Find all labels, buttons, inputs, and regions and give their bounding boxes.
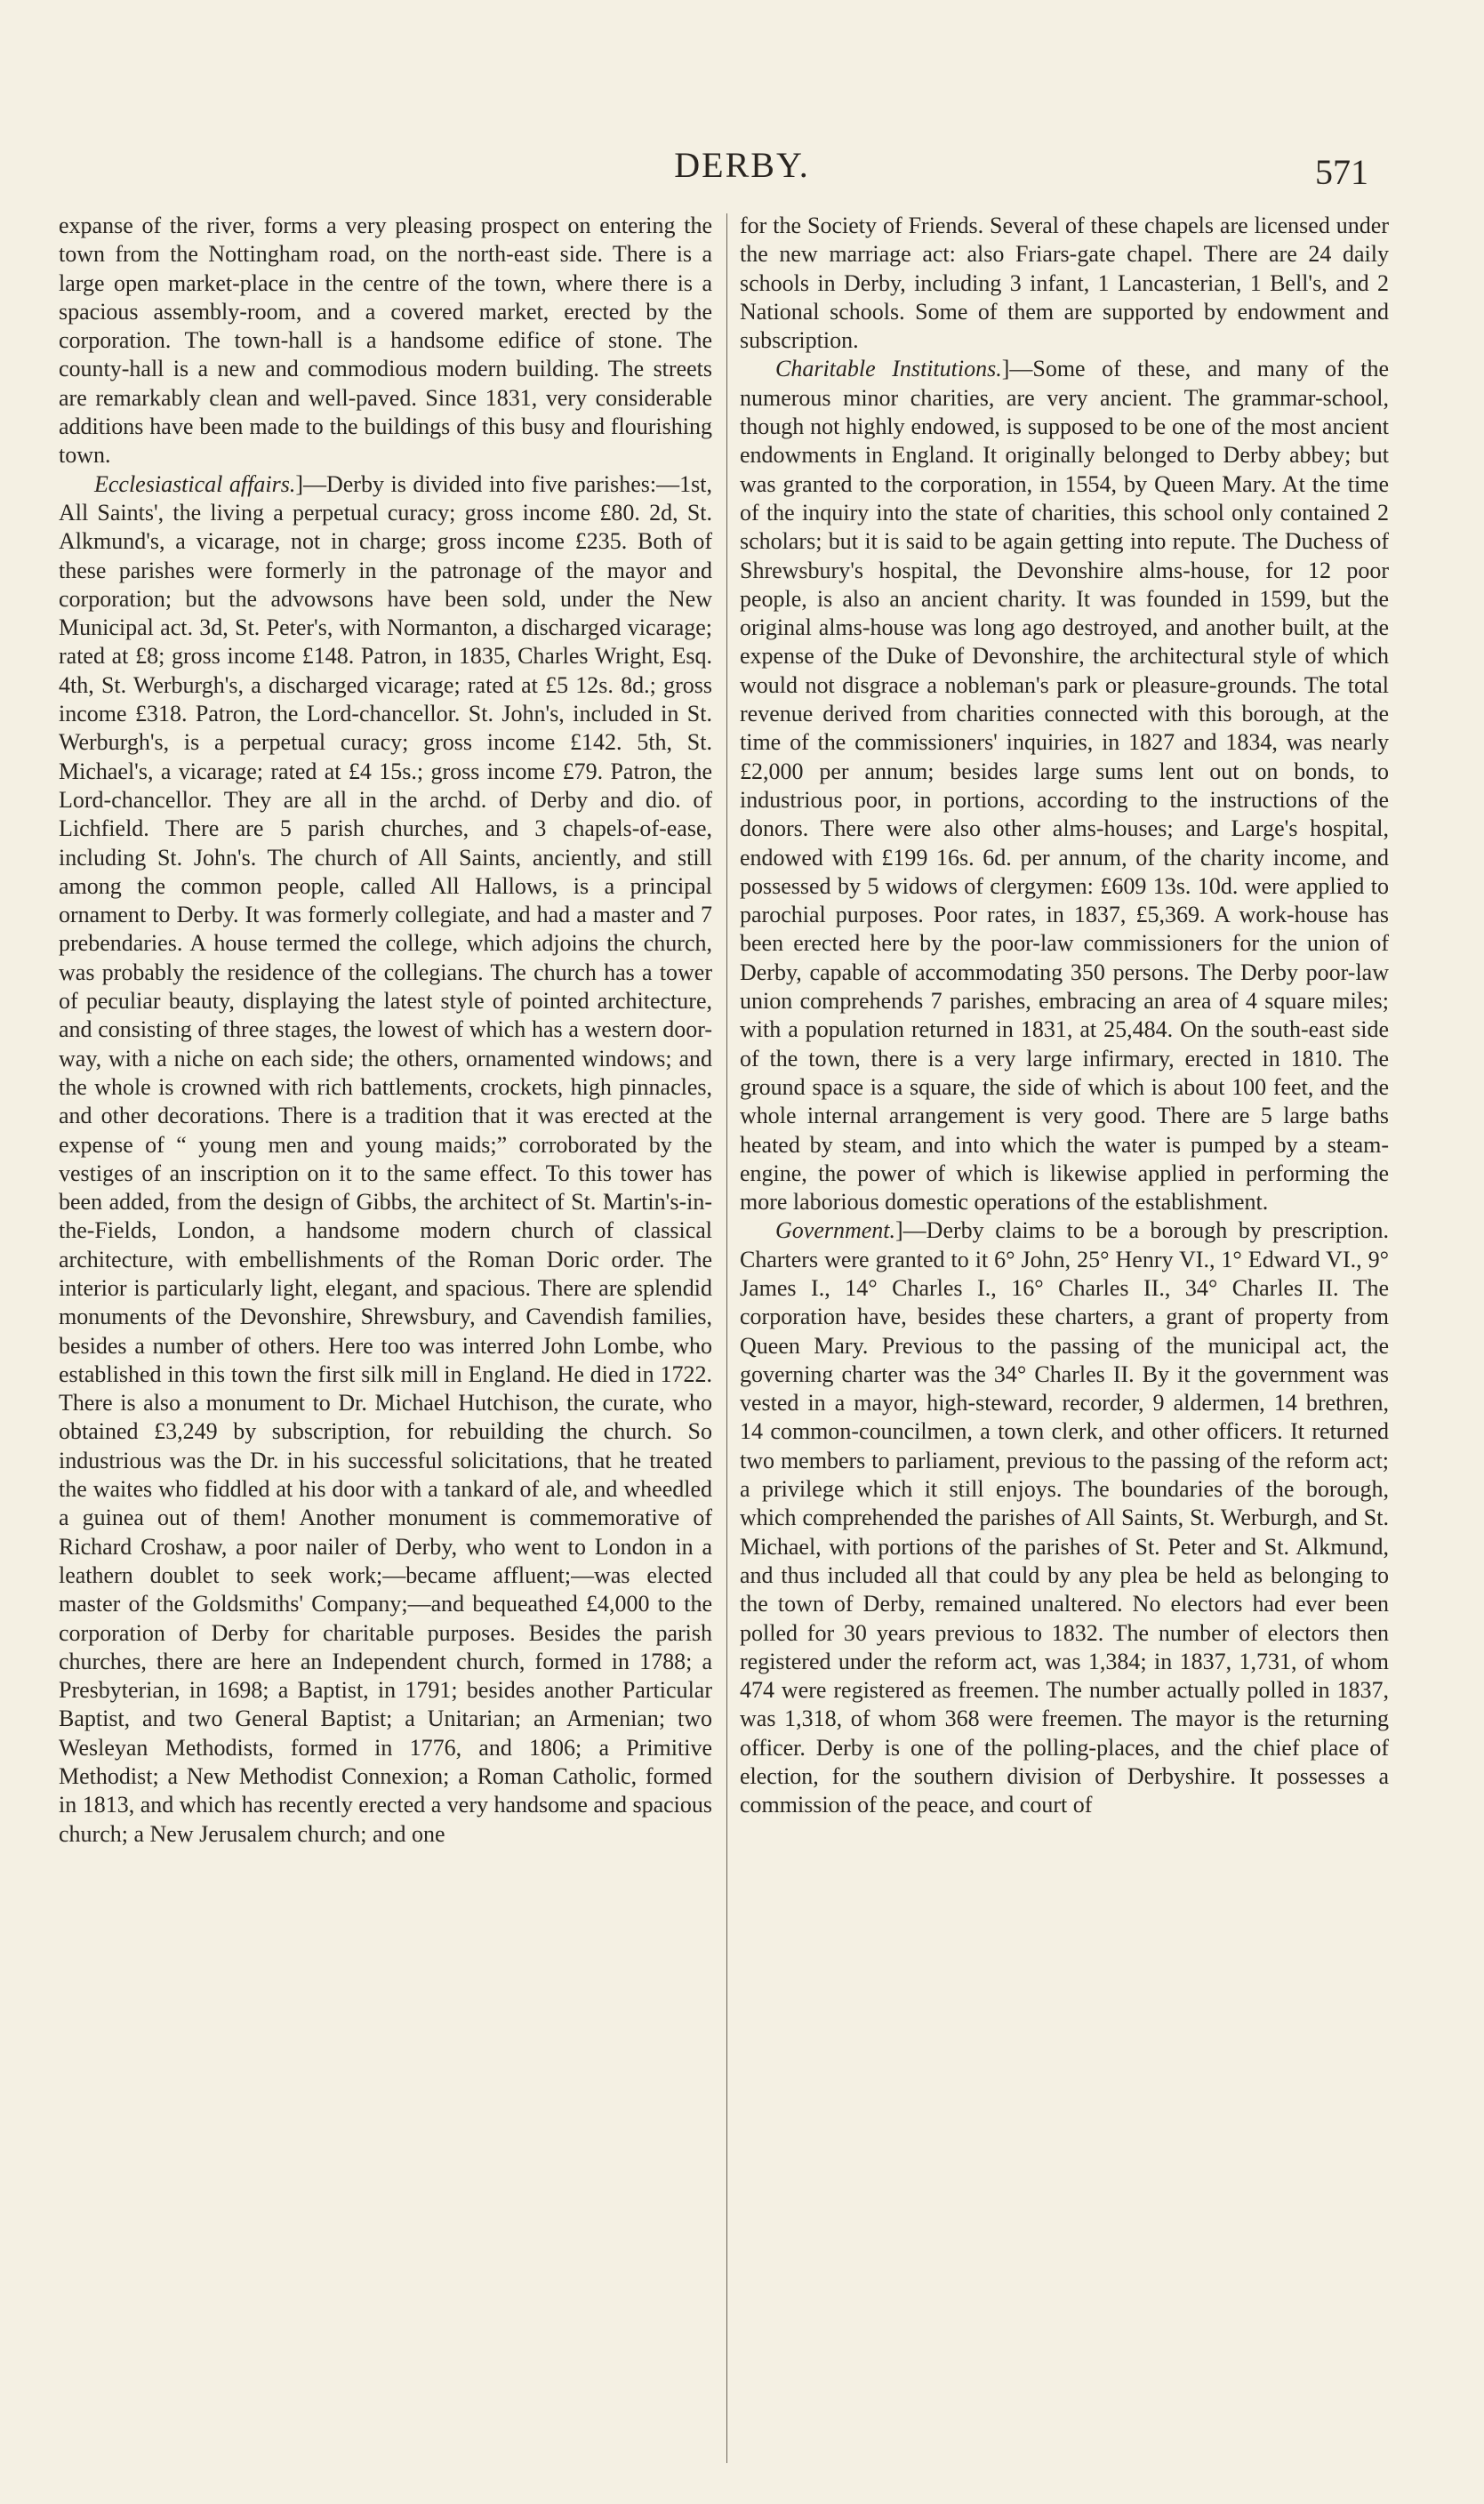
paragraph-text: for the Society of Friends. Several of these chapels are licensed under the new marriage act: also Friars-gate chapel. There are 24 daily schools in Derby, including 3 infant, 1 Lancasterian, 1 Bell's, and 2 National schools. Some of them are supported by endowment and subscription. (740, 213, 1389, 354)
paragraph-ecclesiastical-affairs (59, 470, 712, 1849)
paragraph-lead: Ecclesiastical affairs. (94, 470, 296, 497)
left-column (59, 212, 712, 1849)
column-divider (726, 213, 727, 2463)
paragraph-lead: Charitable Institutions. (775, 356, 1002, 382)
paragraph-society-of-friends (740, 212, 1389, 355)
paragraph-text: ]—Derby is divided into five parishes:—1st, All Saints', the living a perpetual curacy; gross income £80. 2d, St. Alkmund's, a vicarage, not in charge; gross income £235. Both of these parishes were formerly in the patronage of the mayor and corporation; but the advowsons have been sold, under the New Municipal act. 3d, St. Peter's, with Normanton, a discharged vicarage; rated at £8; gross income £148. Patron, in 1835, Charles Wright, Esq. 4th, St. Werburgh's, a discharged vicarage; rated at £5 12s. 8d.; gross income £318. Patron, the Lord-chancellor. St. John's, included in St. Werburgh's, is a perpetual curacy; gross income £142. 5th, St. Michael's, a vicarage; rated at £4 15s.; gross income £79. Patron, the Lord-chancellor. They are all in the archd. of Derby and dio. of Lichfield. There are 5 parish churches, and 3 chapels-of-ease, including St. John's. The church of All Saints, anciently, and still among the common people, called All Hallows, is a principal ornament to Derby. It was formerly collegiate, and had a master and 7 prebendaries. A house termed the college, which adjoins the church, was probably the residence of the collegians. The church has a tower of peculiar beauty, displaying the latest style of pointed architecture, and consisting of three stages, the lowest of which has a western door-way, with a niche on each side; the others, ornamented windows; and the whole is crowned with rich battlements, crockets, high pinnacles, and other decorations. There is a tradition that it was erected at the expense of “ young men and young maids;” corroborated by the vestiges of an inscription on it to the same effect. To this tower has been added, from the design of Gibbs, the architect of St. Martin's-in-the-Fields, London, a handsome modern church of classical architecture, with embellishments of the Roman Doric order. The interior is particularly light, elegant, and spacious. There are splendid monuments of the Devonshire, Shrewsbury, and Cavendish families, besides a number of others. Here too was interred John Lombe, who established in this town the first silk mill in England. He died in 1722. There is also a monument to Dr. Michael Hutchison, the curate, who obtained £3,249 by subscription, for rebuilding the church. So industrious was the Dr. in his successful solicitations, that he treated the waites who fiddled at his door with a tankard of ale, and wheedled a guinea out of them! Another monument is commemorative of Richard Croshaw, a poor nailer of Derby, who went to London in a leathern doublet to seek work;—became affluent;—was elected master of the Goldsmiths' Company;—and bequeathed £4,000 to the corporation of Derby for charitable purposes. Besides the parish churches, there are here an Independent church, formed in 1788; a Presbyterian, in 1698; a Baptist, in 1791; besides another Particular Baptist, and two General Baptist; a Unitarian; an Armenian; two Wesleyan Methodists, formed in 1776, and 1806; a Primitive Methodist; a New Methodist Connexion; a Roman Catholic, formed in 1813, and which has recently erected a very handsome and spacious church; a New Jerusalem church; and one (59, 470, 712, 1847)
paragraph-text: expanse of the river, forms a very pleasing prospect on entering the town from the Nottingham road, on the north-east side. There is a large open market-place in the centre of the town, where there is a spacious assembly-room, and a covered market, erected by the corporation. The town-hall is a handsome edifice of stone. The county-hall is a new and commodious modern building. The streets are remarkably clean and well-paved. Since 1831, very considerable additions have been made to the buildings of this busy and flourishing town. (59, 213, 712, 469)
paragraph-charitable-institutions (740, 355, 1389, 1216)
paragraph-government (740, 1216, 1389, 1819)
paragraph-text: ]—Derby claims to be a borough by prescription. Charters were granted to it 6° John, 25° Henry VI., 1° Edward VI., 9° James I., 14° Charles I., 16° Charles II., 34° Charles II. The corporation have, besides these charters, a grant of property from Queen Mary. Previous to the passing of the municipal act, the governing charter was the 34° Charles II. By it the government was vested in a mayor, high-steward, recorder, 9 aldermen, 14 brethren, 14 common-councilmen, a town clerk, and other officers. It returned two members to parliament, previous to the passing of the reform act; a privilege which it still enjoys. The boundaries of the borough, which comprehended the parishes of All Saints, St. Werburgh, and St. Michael, with portions of the parishes of St. Peter and St. Alkmund, and thus included all that could by any plea be held as belonging to the town of Derby, remained unaltered. No electors had ever been polled for 30 years previous to 1832. The number of electors then registered under the reform act, was 1,384; in 1837, 1,731, of whom 474 were registered as freemen. The number actually polled in 1837, was 1,318, of whom 368 were freemen. The mayor is the returning officer. Derby is one of the polling-places, and the chief place of election, for the southern division of Derbyshire. It possesses a commission of the peace, and court of (740, 1217, 1389, 1818)
paragraph-text: ]—Some of these, and many of the numerous minor charities, are very ancient. The grammar-school, though not highly endowed, is supposed to be one of the most ancient endowments in England. It originally belonged to Derby abbey; but was granted to the corporation, in 1554, by Queen Mary. At the time of the inquiry into the state of charities, this school only contained 2 scholars; but it is said to be again getting into repute. The Duchess of Shrewsbury's hospital, the Devonshire alms-house, for 12 poor people, is also an ancient charity. It was founded in 1599, but the original alms-house was long ago destroyed, and another built, at the expense of the Duke of Devonshire, the architectural style of which would not disgrace a nobleman's park or pleasure-grounds. The total revenue derived from charities connected with this borough, at the time of the commissioners' inquiries, in 1827 and 1834, was nearly £2,000 per annum; besides large sums lent out on bonds, to industrious poor, in portions, according to the instructions of the donors. There were also other alms-houses; and Large's hospital, endowed with £199 16s. 6d. per annum, of the charity income, and possessed by 5 widows of clergymen: £609 13s. 10d. were applied to parochial purposes. Poor rates, in 1837, £5,369. A work-house has been erected here by the poor-law commissioners for the union of Derby, capable of accommodating 350 persons. The Derby poor-law union comprehends 7 parishes, embracing an area of 4 square miles; with a population returned in 1831, at 25,484. On the south-east side of the town, there is a very large infirmary, erected in 1810. The ground space is a square, the side of which is about 100 feet, and the whole internal arrangement is very good. There are 5 large baths heated by steam, and into which the water is pumped by a steam-engine, the power of which is likewise applied in performing the more laborious domestic operations of the establishment. (740, 356, 1389, 1216)
page-number: 571 (1315, 152, 1368, 192)
running-title: DERBY. (674, 145, 810, 185)
right-column (740, 212, 1389, 1820)
paragraph-lead: Government. (775, 1217, 896, 1244)
running-head (0, 144, 1484, 197)
paragraph-market-place (59, 212, 712, 470)
